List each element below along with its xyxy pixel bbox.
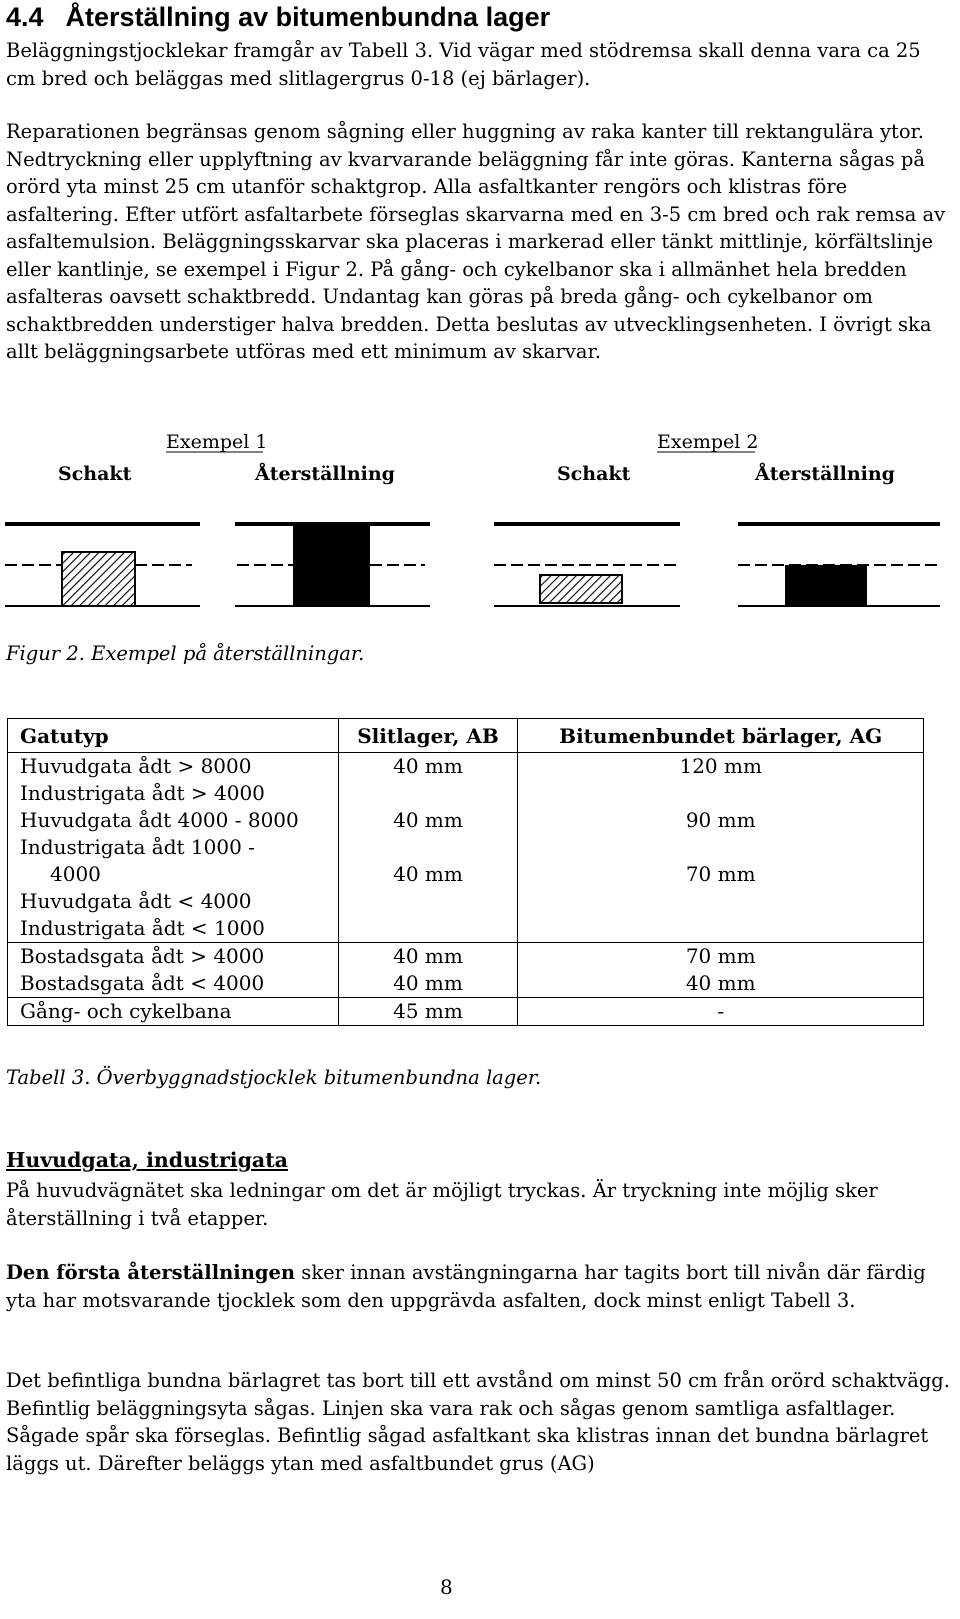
row-value: 40 mm xyxy=(393,944,463,968)
row-value: 120 mm xyxy=(679,754,762,778)
table-caption: Tabell 3. Överbyggnadstjocklek bitumenbundna lager. xyxy=(6,1066,542,1089)
repair-paragraph: Reparationen begränsas genom sågning eller huggning av raka kanter till rektangulära ytor. Nedtryckning eller upplyftning av kvarvarande beläggning får inte göras. Kanterna sågas på orörd yta minst 25 cm utanför schaktgrop. Alla asfaltkanter rengörs och klistras före asfaltering. Efter utfört asfaltarbete förseglas skarvarna med en 3-5 cm bred och rak remsa av asfaltemulsion. Beläggningsskarvar ska placeras i markerad eller tänkt mittlinje, körfältslinje eller kantlinje, se exempel i Figur 2. På gång- och cykelbanor ska i allmänhet hela bredden asfalteras oavsett schaktbredd. Undantag kan göras på breda gång- och cykelbanor om schaktbredden understiger halva bredden. Detta beslutas av utvecklingsenheten. I övrigt ska allt beläggningsarbete utföras med ett minimum av skarvar. xyxy=(6,120,946,363)
section-number: 4.4 xyxy=(6,2,44,32)
intro-paragraph: Beläggningstjocklekar framgår av Tabell 3. Vid vägar med stödremsa skall denna vara ca 25 cm bred och beläggas med slitlagergrus 0-18 (ej bärlager). xyxy=(6,39,921,90)
panel-schakt-2 xyxy=(494,524,680,606)
header-gatutyp: Gatutyp xyxy=(8,719,339,753)
cell-slitlager: 45 mm xyxy=(338,998,518,1026)
row-value: 90 mm xyxy=(685,808,756,832)
section-title: Återställning av bitumenbundna lager xyxy=(65,2,551,32)
row-label: Huvudgata ådt < 4000 xyxy=(20,889,252,913)
table-row xyxy=(8,998,924,1026)
row-label: Industrigata ådt > 4000 xyxy=(20,781,265,805)
cell-slitlager xyxy=(338,753,518,943)
row-label: Bostadsgata ådt > 4000 xyxy=(20,944,265,968)
restoration-figure xyxy=(0,430,960,634)
table-header-row xyxy=(8,719,924,753)
schakt-label-1: Schakt xyxy=(58,463,132,485)
row-value: 40 mm xyxy=(393,754,463,778)
paragraph-1: På huvudvägnätet ska ledningar om det är möjligt tryckas. Är tryckning inte möjlig sker återställning i två etapper. xyxy=(6,1179,878,1230)
cell-barlager xyxy=(518,753,924,943)
paragraph-2-rest: sker innan avstängningarna har tagits bort till nivån där färdig yta har motsvarande tjocklek som den uppgrävda asfalten, dock minst enligt Tabell 3. xyxy=(6,1261,926,1312)
cell-slitlager xyxy=(338,943,518,998)
example-1-title: Exempel 1 xyxy=(166,431,268,453)
aterstallning-label-1: Återställning xyxy=(255,463,395,485)
header-barlager: Bitumenbundet bärlager, AG xyxy=(518,719,924,753)
cell-gatutyp xyxy=(8,943,339,998)
row-value: 40 mm xyxy=(393,862,463,886)
row-label: Huvudgata ådt 4000 - 8000 xyxy=(20,808,299,832)
thickness-table xyxy=(7,718,924,1026)
row-value: 70 mm xyxy=(685,862,756,886)
cell-barlager xyxy=(518,943,924,998)
row-value: 40 mm xyxy=(685,971,756,995)
row-label: 4000 xyxy=(50,862,101,886)
paragraph-2 xyxy=(6,1259,956,1314)
page-number: 8 xyxy=(440,1575,453,1599)
row-label: Industrigata ådt 1000 - xyxy=(20,835,255,859)
row-value: 40 mm xyxy=(393,808,463,832)
panel-schakt-1 xyxy=(5,524,200,606)
panel-aterstallning-1 xyxy=(235,524,430,606)
panel-aterstallning-2 xyxy=(738,524,940,606)
cell-gatutyp xyxy=(8,753,339,943)
section-heading xyxy=(6,2,550,33)
schakt-label-2: Schakt xyxy=(557,463,631,485)
figure-caption: Figur 2. Exempel på återställningar. xyxy=(6,642,365,665)
cell-barlager: - xyxy=(518,998,924,1026)
row-label: Huvudgata ådt > 8000 xyxy=(20,754,252,778)
restoration-diagram xyxy=(0,430,960,630)
header-slitlager: Slitlager, AB xyxy=(338,719,518,753)
table-row xyxy=(8,753,924,943)
table-row xyxy=(8,943,924,998)
row-label: Industrigata ådt < 1000 xyxy=(20,916,265,940)
row-value: 40 mm xyxy=(393,971,463,995)
paragraph-2-bold: Den första återställningen xyxy=(6,1261,296,1284)
aterstallning-label-2: Återställning xyxy=(755,463,895,485)
subheading: Huvudgata, industrigata xyxy=(6,1148,288,1172)
example-2-title: Exempel 2 xyxy=(657,431,759,453)
row-label: Bostadsgata ådt < 4000 xyxy=(20,971,265,995)
row-value: 70 mm xyxy=(685,944,756,968)
paragraph-3: Det befintliga bundna bärlagret tas bort till ett avstånd om minst 50 cm från orörd schaktvägg. Befintlig beläggningsyta sågas. Linjen ska vara rak och sågas genom samtliga asfaltlager. Sågade spår ska förseglas. Befintlig sågad asfaltkant ska klistras innan det bundna bärlagret läggs ut. Därefter beläggs ytan med asfaltbundet grus (AG) xyxy=(6,1369,950,1475)
cell-gatutyp: Gång- och cykelbana xyxy=(8,998,339,1026)
